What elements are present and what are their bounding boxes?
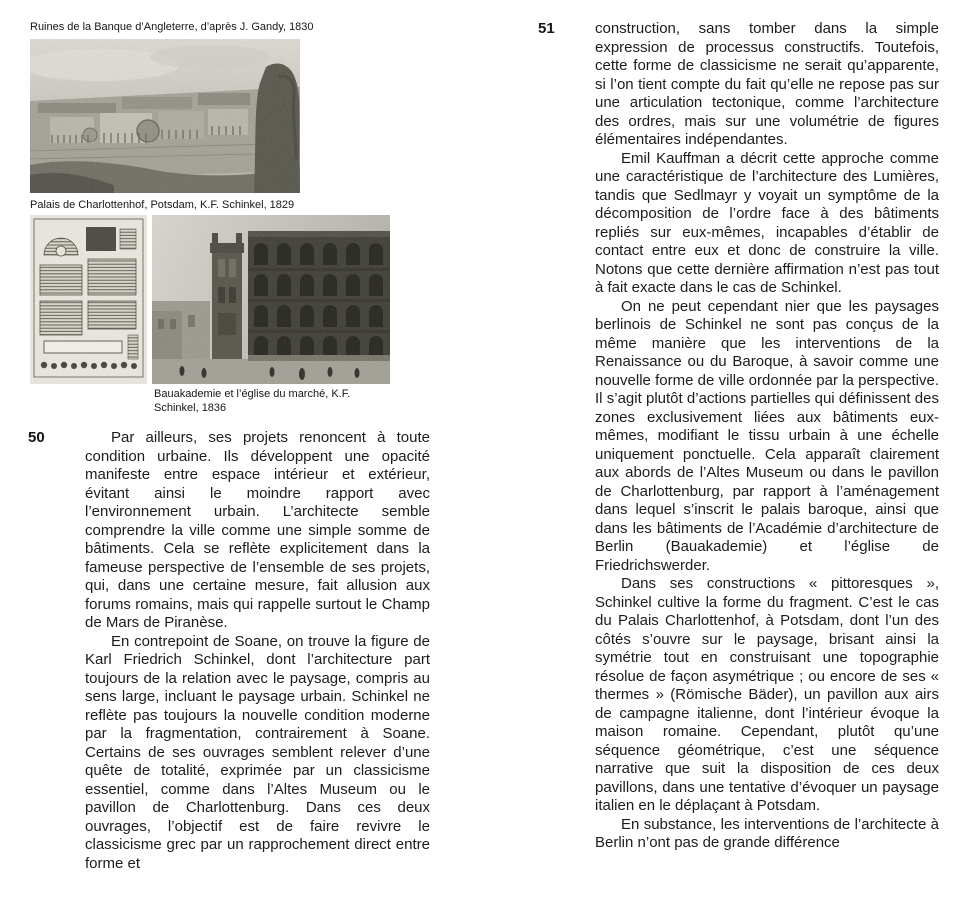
paragraph: En substance, les interventions de l’architecte à Berlin n’ont pas de grande différence — [595, 815, 939, 851]
left-text-column — [85, 429, 430, 889]
figure-caption-bauakademie: Bauakademie et l’église du marché, K.F. Schinkel, 1836 — [154, 388, 351, 414]
paragraph: Par ailleurs, ses projets renoncent à toute condition urbaine. Ils développent une opacité manifeste entre espace intérieur et extérieur, évitant ainsi le moindre rapport avec l’environnement urbain. L’architecte semble comprendre la ville comme une simple somme de bâtiments. Cela se reflète explicitement dans la fameuse perspective de l’ensemble de ses projets, qui, dans une certaine mesure, fait allusion aux forums romains, mais qui rappelle surtout le Champ de Mars de Piranèse. — [85, 429, 430, 631]
bauakademie-photo-image — [152, 215, 390, 384]
page-number-left: 50 — [28, 429, 45, 446]
paragraph: Dans ses constructions « pittoresques », Schinkel cultive la forme du fragment. C’est le cas du Palais Charlottenhof, à Potsdam, dont l’un des côtés s’ouvre sur le paysage, brisant ainsi la symétrie tout en construisant une topographie résolue de façon asymétrique ; ou encore de ses « thermes » (Römische Bäder), un pavillon aux airs de campagne italienne, dont l’intérieur évoque la maison romaine. Cependant, plutôt qu’une séquence géométrique, c’est une séquence narrative que suit la disposition de ces deux pavillons, dans une tentative d’évoquer un paysage italien en le déplaçant à Potsdam. — [595, 575, 939, 814]
paragraph: Emil Kauffman a décrit cette approche comme une caractéristique de l’architecture des Lumières, tandis que Sedlmayr y voyait un symptôme de la décomposition de l’ordre face à des bâtiments repliés sur eux-mêmes, incapables d’établir de contact entre eux et donc de construire la ville. Notons que cette dernière affirmation n’est pas tout à fait exacte dans le cas de Schinkel. — [595, 149, 939, 296]
gandy-ruins-image — [30, 39, 300, 193]
figure-caption-gandy: Ruines de la Banque d’Angleterre, d’après J. Gandy, 1830 — [30, 21, 314, 33]
paragraph: construction, sans tomber dans la simple expression de processus constructifs. Toutefois, cette forme de classicisme ne serait qu’apparente, si l’on tient compte du fait qu’elle ne repose pas sur une articulation tectonique, comme l’architecture des ordres, mais sur une volumétrie de figures élémentaires indépendantes. — [595, 20, 939, 148]
paragraph: On ne peut cependant nier que les paysages berlinois de Schinkel ne sont pas conçus de la même manière que les interventions de la Renaissance ou du Baroque, à savoir comme une nouvelle forme de ville ordonnée par la perspective. Il s’agit plutôt d’actions partielles qui définissent des zones exclusivement liées aux bâtiments eux-mêmes, modifiant le tissu urbain à une échelle uniquement ponctuelle. Cela apparaît clairement aux abords de l’Altes Museum ou dans le pavillon de Charlottenburg, par rapport à l’aménagement dans lequel s’inscrit le palais baroque, ainsi que dans les bâtiments de l’Académie d’architecture de Berlin (Bauakademie) et l’église de Friedrichswerder. — [595, 297, 939, 574]
paragraph: En contrepoint de Soane, on trouve la figure de Karl Friedrich Schinkel, dont l’architecture part toujours de la relation avec le paysage, compris au sens large, incluant le paysage urbain. Schinkel ne reflète pas toujours la nouvelle condition moderne par la fragmentation, contrairement à Soane. Certains de ses ouvrages semblent relever d’une quête de totalité, exprimée par un classicisme essentiel, comme dans l’Altes Museum ou le pavillon de Charlottenburg. Dans ces deux ouvrages, l’objectif est de faire revivre le classicisme grec par un rapprochement direct entre forme et — [85, 632, 430, 872]
charlottenhof-plan-image — [30, 215, 147, 384]
right-text-column — [595, 20, 939, 890]
page-number-right: 51 — [538, 20, 555, 37]
figure-caption-charlottenhof: Palais de Charlottenhof, Potsdam, K.F. Schinkel, 1829 — [30, 199, 295, 211]
